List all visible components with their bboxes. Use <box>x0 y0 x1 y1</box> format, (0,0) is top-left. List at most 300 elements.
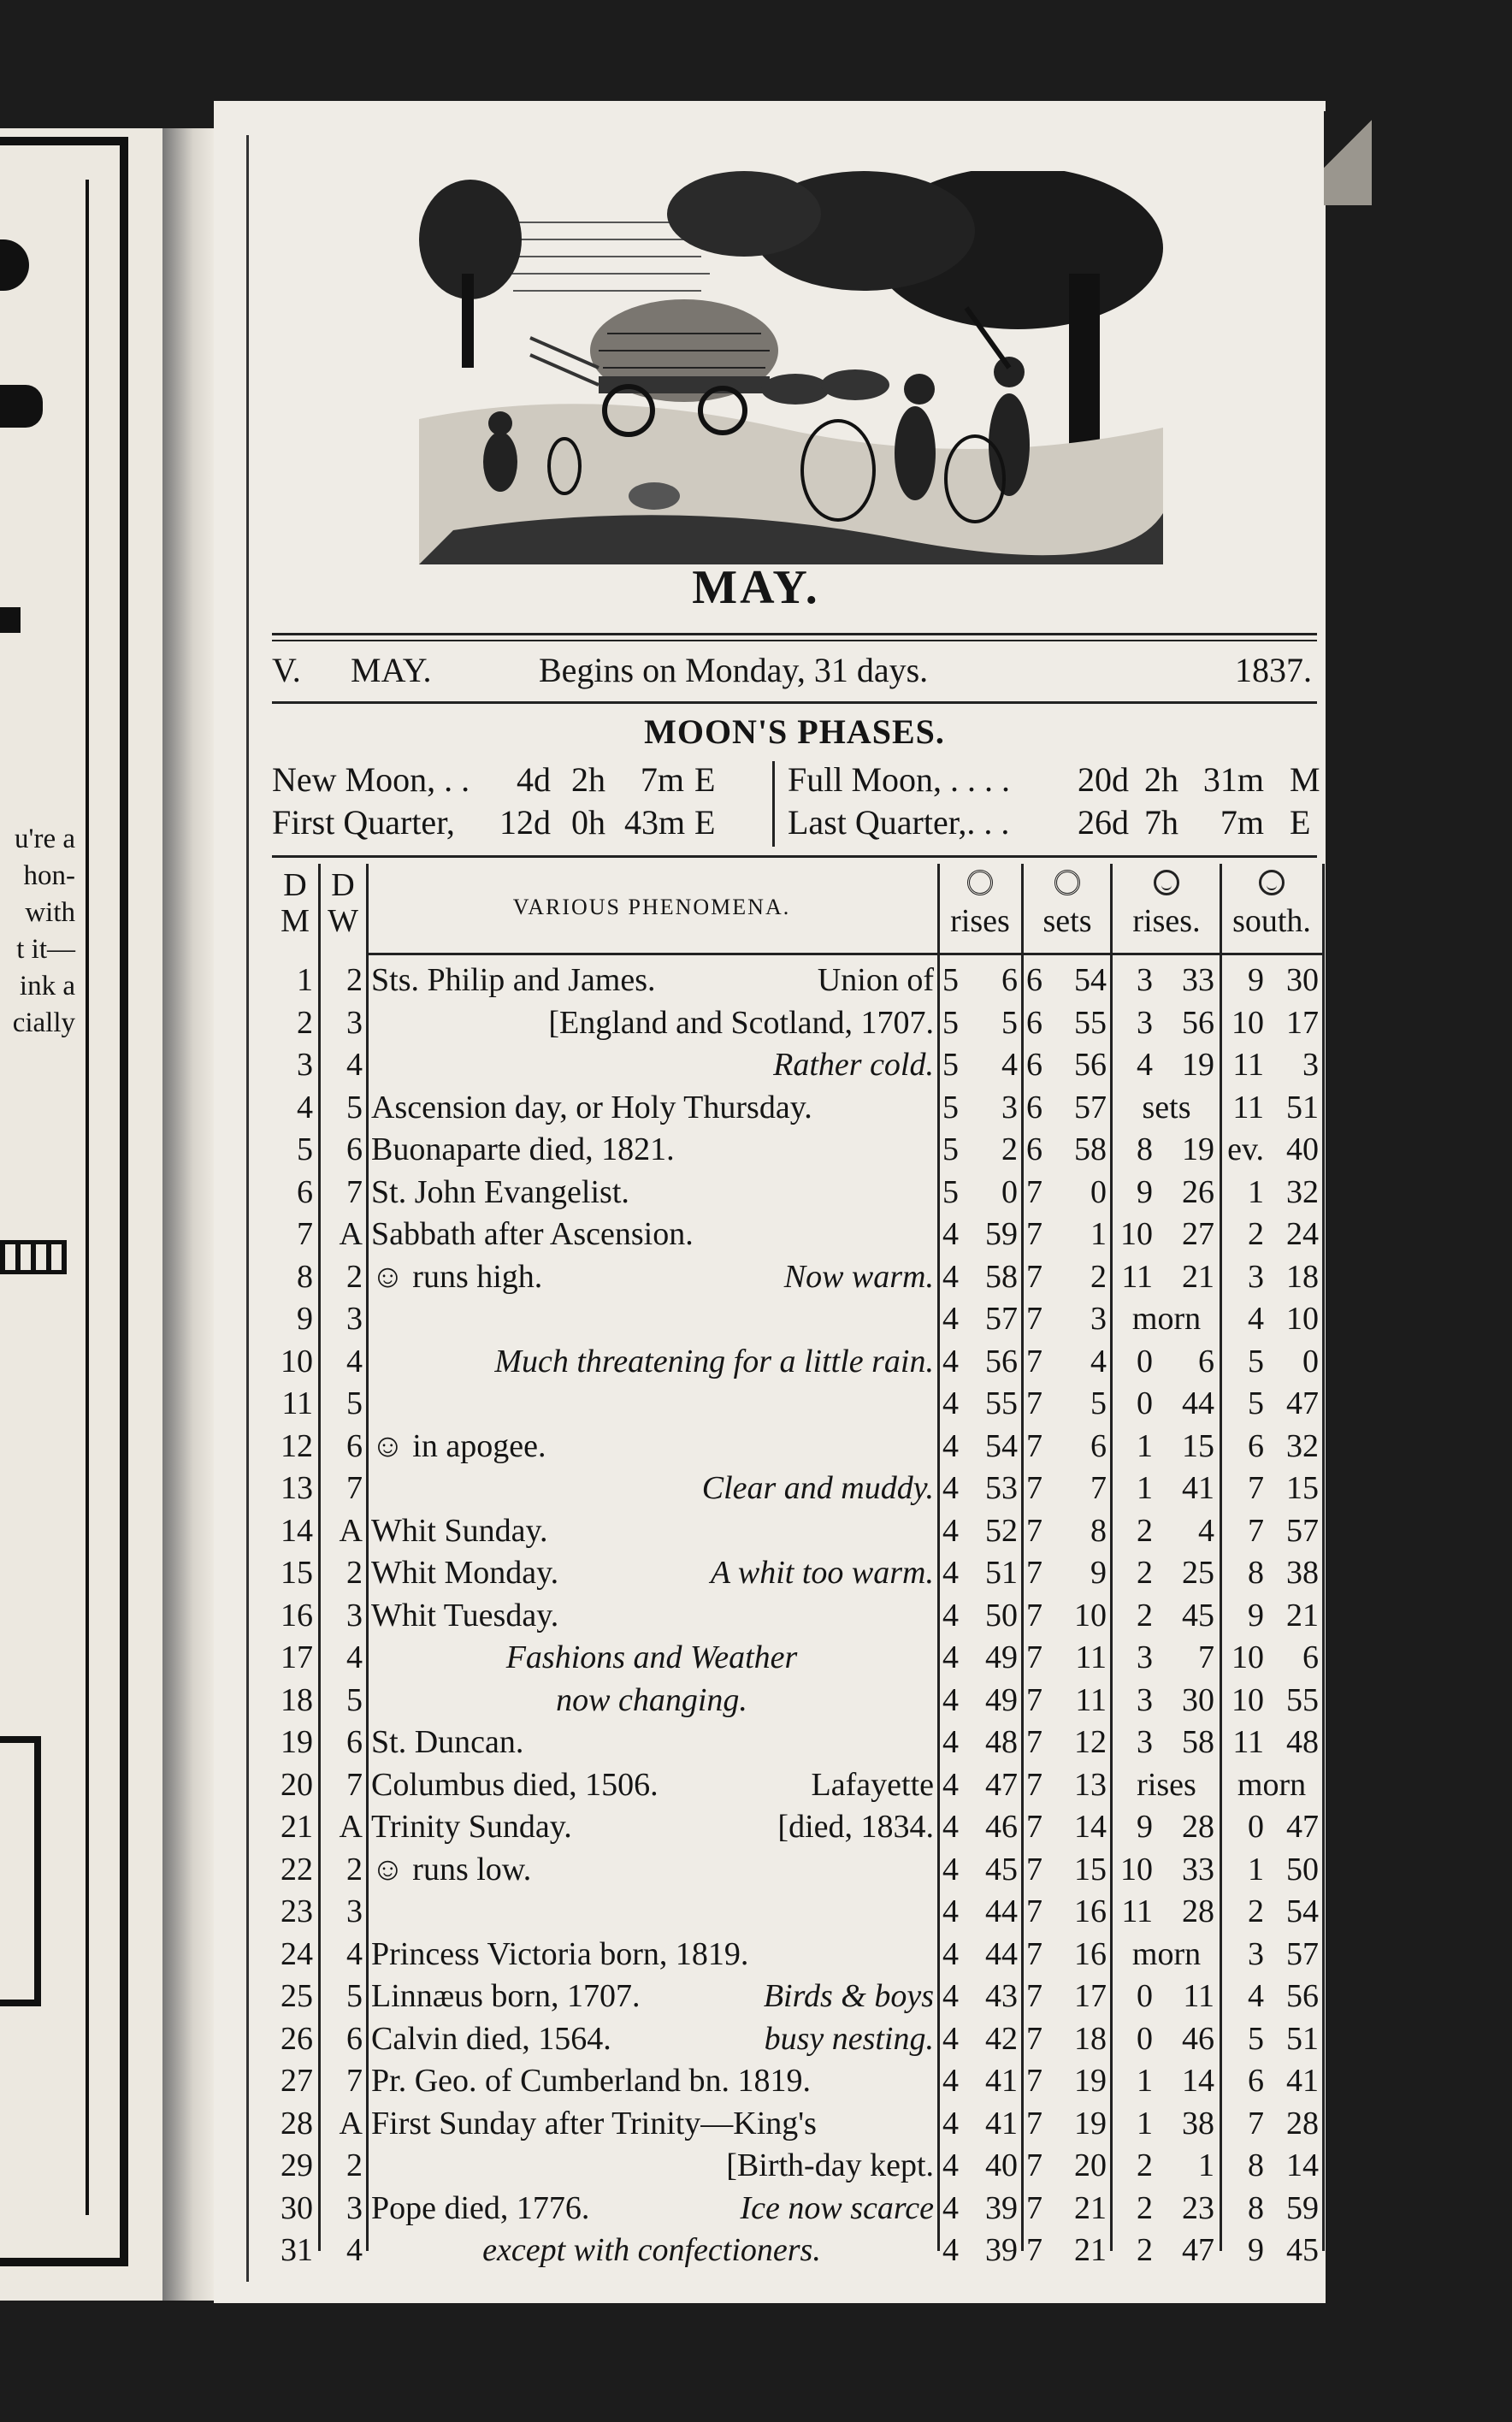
table-row <box>272 1722 1326 1764</box>
sun-rise-minute: 0 <box>1001 1173 1018 1210</box>
phase-hour: 2h <box>1144 760 1178 799</box>
sun-set-hour: 7 <box>1026 2189 1042 2226</box>
moon-south-minute: 32 <box>1286 1427 1319 1464</box>
day-of-month: 29 <box>281 2147 313 2183</box>
day-of-week: 4 <box>346 1639 363 1675</box>
day-of-week: 6 <box>346 1427 363 1464</box>
moon-south-hour: 5 <box>1248 1343 1264 1379</box>
sun-rise-hour: 4 <box>942 1724 959 1760</box>
moon-rise-minute: 27 <box>1182 1216 1214 1252</box>
moon-rise-minute: 46 <box>1182 2020 1214 2057</box>
phenomenon-text: Whit Tuesday. <box>371 1597 559 1633</box>
moon-south-minute: 59 <box>1286 2189 1319 2226</box>
moon-rise-minute: 26 <box>1182 1173 1214 1210</box>
sun-icon <box>1054 870 1080 895</box>
table-row <box>272 1891 1326 1934</box>
sun-rise-minute: 53 <box>985 1470 1018 1506</box>
day-of-week: 7 <box>346 1766 363 1803</box>
sun-set-minute: 58 <box>1074 1131 1107 1167</box>
moon-south-hour: 3 <box>1248 1935 1264 1972</box>
sun-rise-hour: 5 <box>942 1004 959 1041</box>
phenomenon-text: ☺ in apogee. <box>371 1427 546 1464</box>
sun-set-minute: 19 <box>1074 2063 1107 2099</box>
moon-rise-hour: 3 <box>1137 1004 1153 1041</box>
dm-header-top: D <box>283 867 307 903</box>
sun-rise-minute: 43 <box>985 1978 1018 2014</box>
day-of-week: A <box>339 2105 363 2141</box>
moon-south-minute: 57 <box>1286 1512 1319 1549</box>
phenomenon-text: ☺ runs high. <box>371 1258 543 1295</box>
sun-set-hour: 7 <box>1026 2063 1042 2099</box>
table-row <box>272 1256 1326 1299</box>
day-of-month: 23 <box>281 1893 313 1929</box>
moon-south-hour: 9 <box>1248 962 1264 998</box>
phenomenon-note: Much threatening for a little rain. <box>494 1343 934 1379</box>
table-top-rule <box>272 855 1317 858</box>
sun-rise-hour: 4 <box>942 1470 959 1506</box>
phenomenon-note: Rather cold. <box>773 1047 934 1083</box>
sun-rise-hour: 4 <box>942 2232 959 2268</box>
phenomenon-text: Columbus died, 1506. <box>371 1766 659 1803</box>
sun-set-minute: 21 <box>1074 2232 1107 2268</box>
header-rule-top <box>272 633 1317 635</box>
sun-sets-header <box>1025 867 1110 939</box>
moon-south-minute: 48 <box>1286 1724 1319 1760</box>
sun-rise-hour: 5 <box>942 1131 959 1167</box>
sun-rise-hour: 4 <box>942 1809 959 1845</box>
day-of-month: 9 <box>297 1301 313 1337</box>
sun-set-hour: 7 <box>1026 1343 1042 1379</box>
day-of-week: 5 <box>346 1681 363 1718</box>
table-row <box>272 2145 1326 2188</box>
phase-ampm: E <box>694 803 716 842</box>
phenomenon-text: Whit Sunday. <box>371 1512 548 1549</box>
dm-header-bottom: M <box>281 903 310 939</box>
moon-south-minute: 17 <box>1286 1004 1319 1041</box>
day-of-week: 7 <box>346 1470 363 1506</box>
moon-rise-minute: 28 <box>1182 1809 1214 1845</box>
moon-south-hour: 6 <box>1248 1427 1264 1464</box>
sun-set-hour: 6 <box>1026 1004 1042 1041</box>
table-row <box>272 2018 1326 2061</box>
moon-south-minute: 32 <box>1286 1173 1319 1210</box>
phenomenon-note: [Birth-day kept. <box>726 2147 934 2183</box>
phase-ampm: M <box>1290 760 1320 799</box>
sun-rise-hour: 5 <box>942 1173 959 1210</box>
moon-rise-minute: 38 <box>1182 2105 1214 2141</box>
phenomenon-text: Sabbath after Ascension. <box>371 1216 694 1252</box>
phenomenon-text: Pr. Geo. of Cumberland bn. 1819. <box>371 2063 812 2099</box>
table-row <box>272 1172 1326 1214</box>
day-of-week: 2 <box>346 2147 363 2183</box>
moon-rise-value: rises <box>1137 1766 1196 1803</box>
moon-south-hour: 10 <box>1231 1004 1264 1041</box>
sun-rise-hour: 4 <box>942 1216 959 1252</box>
sun-rise-hour: 4 <box>942 1766 959 1803</box>
day-of-month: 22 <box>281 1851 313 1887</box>
day-of-week: 6 <box>346 1724 363 1760</box>
sun-set-hour: 6 <box>1026 1131 1042 1167</box>
phase-name: First Quarter, <box>272 803 455 842</box>
moon-phase-divider <box>772 761 775 847</box>
sun-set-hour: 7 <box>1026 1301 1042 1337</box>
sun-rise-hour: 4 <box>942 1851 959 1887</box>
moon-rise-minute: 47 <box>1182 2232 1214 2268</box>
moon-south-hour: 0 <box>1248 1809 1264 1845</box>
sun-set-hour: 7 <box>1026 1258 1042 1295</box>
moon-south-minute: 6 <box>1302 1639 1319 1675</box>
moon-rise-hour: 2 <box>1137 2147 1153 2183</box>
moon-rise-minute: 23 <box>1182 2189 1214 2226</box>
phenomena-header: VARIOUS PHENOMENA. <box>512 895 791 919</box>
moon-south-minute: 41 <box>1286 2063 1319 2099</box>
left-fragment-line: ink a <box>19 971 75 1001</box>
moon-south-minute: 56 <box>1286 1978 1319 2014</box>
day-of-month: 10 <box>281 1343 313 1379</box>
dw-header-bottom: W <box>328 903 358 939</box>
page-title: MAY. <box>692 561 820 614</box>
day-of-week: 2 <box>346 1851 363 1887</box>
table-row <box>272 1764 1326 1807</box>
sun-set-minute: 2 <box>1090 1258 1107 1295</box>
phenomenon-note: Fashions and Weather <box>505 1639 798 1675</box>
sun-set-hour: 7 <box>1026 1385 1042 1421</box>
sun-rise-hour: 4 <box>942 1427 959 1464</box>
sun-set-minute: 3 <box>1090 1301 1107 1337</box>
moon-rise-hour: 3 <box>1137 1724 1153 1760</box>
moon-south-hour: 9 <box>1248 1597 1264 1633</box>
table-row <box>272 1595 1326 1638</box>
table-row <box>272 1214 1326 1256</box>
day-of-week: 5 <box>346 1089 363 1125</box>
sun-set-hour: 7 <box>1026 1639 1042 1675</box>
sun-rise-minute: 48 <box>985 1724 1018 1760</box>
moon-south-header <box>1221 867 1322 939</box>
moon-south-minute: 3 <box>1302 1047 1319 1083</box>
sun-set-minute: 55 <box>1074 1004 1107 1041</box>
sun-set-hour: 7 <box>1026 2020 1042 2057</box>
left-page-text-fragment <box>0 821 75 1042</box>
day-of-month: 7 <box>297 1216 313 1252</box>
sun-rise-hour: 4 <box>942 1385 959 1421</box>
sun-set-minute: 1 <box>1090 1216 1107 1252</box>
phase-day: 26d <box>1078 803 1129 842</box>
sun-rise-minute: 49 <box>985 1681 1018 1718</box>
sun-set-minute: 16 <box>1074 1935 1107 1972</box>
sun-rise-minute: 59 <box>985 1216 1018 1252</box>
day-of-month: 13 <box>281 1470 313 1506</box>
sun-rise-minute: 39 <box>985 2189 1018 2226</box>
sun-rises-header <box>939 867 1021 939</box>
sun-rise-hour: 4 <box>942 2020 959 2057</box>
sun-rise-hour: 4 <box>942 1681 959 1718</box>
moon-south-hour: 4 <box>1248 1978 1264 2014</box>
moon-rise-hour: 9 <box>1137 1809 1153 1845</box>
book-gutter <box>162 128 214 2301</box>
left-page-ornament <box>0 385 43 428</box>
table-row <box>272 1552 1326 1595</box>
moon-rise-hour: 1 <box>1137 1470 1153 1506</box>
sun-set-hour: 7 <box>1026 1935 1042 1972</box>
sun-rise-minute: 44 <box>985 1893 1018 1929</box>
moon-rise-hour: 4 <box>1137 1047 1153 1083</box>
sun-set-hour: 7 <box>1026 1851 1042 1887</box>
table-row <box>272 2188 1326 2230</box>
day-of-month: 14 <box>281 1512 313 1549</box>
sun-rise-minute: 51 <box>985 1555 1018 1591</box>
moon-rise-value: morn <box>1131 1935 1202 1972</box>
day-of-month: 6 <box>297 1173 313 1210</box>
left-page-box <box>0 1736 41 2006</box>
moon-rise-hour: 1 <box>1137 1427 1153 1464</box>
sun-set-hour: 6 <box>1026 1089 1042 1125</box>
sun-set-hour: 7 <box>1026 1766 1042 1803</box>
phenomenon-note: Now warm. <box>783 1258 934 1295</box>
sun-rise-minute: 47 <box>985 1766 1018 1803</box>
sun-rise-minute: 58 <box>985 1258 1018 1295</box>
sun-rise-minute: 46 <box>985 1809 1018 1845</box>
table-row <box>272 1637 1326 1680</box>
moon-south-minute: 28 <box>1286 2105 1319 2141</box>
sun-set-minute: 17 <box>1074 1978 1107 2014</box>
moon-south-minute: 30 <box>1286 962 1319 998</box>
table-row <box>272 1129 1326 1172</box>
left-fragment-line: with <box>25 897 75 928</box>
sun-rise-hour: 4 <box>942 2105 959 2141</box>
moon-rise-hour: 10 <box>1120 1851 1153 1887</box>
day-of-month: 11 <box>281 1385 313 1421</box>
moon-rise-minute: 7 <box>1198 1639 1214 1675</box>
sun-rise-minute: 6 <box>1001 962 1018 998</box>
moon-rise-minute: 44 <box>1182 1385 1214 1421</box>
left-fragment-line: t it— <box>16 934 75 965</box>
sun-set-hour: 7 <box>1026 1809 1042 1845</box>
moon-rise-hour: 3 <box>1137 1639 1153 1675</box>
sun-rise-hour: 4 <box>942 2147 959 2183</box>
moon-south-hour: 11 <box>1232 1047 1264 1083</box>
moon-rise-hour: 2 <box>1137 1597 1153 1633</box>
moon-rise-minute: 21 <box>1182 1258 1214 1295</box>
moon-rise-hour: 1 <box>1137 2105 1153 2141</box>
moon-south-hour: 10 <box>1231 1681 1264 1718</box>
sun-set-minute: 0 <box>1090 1173 1107 1210</box>
phenomenon-note: [England and Scotland, 1707. <box>548 1004 934 1041</box>
day-of-month: 8 <box>297 1258 313 1295</box>
moon-rise-minute: 28 <box>1182 1893 1214 1929</box>
moon-rise-hour: 1 <box>1137 2063 1153 2099</box>
day-of-week: 2 <box>346 1258 363 1295</box>
sun-rise-hour: 4 <box>942 2063 959 2099</box>
sun-set-minute: 9 <box>1090 1555 1107 1591</box>
table-row <box>272 1680 1326 1722</box>
moon-south-hour: 2 <box>1248 1893 1264 1929</box>
sun-set-hour: 7 <box>1026 1216 1042 1252</box>
day-of-week: 6 <box>346 2020 363 2057</box>
day-of-month: 17 <box>281 1639 313 1675</box>
sun-rise-minute: 4 <box>1001 1047 1018 1083</box>
day-of-month: 16 <box>281 1597 313 1633</box>
day-of-week: 4 <box>346 1047 363 1083</box>
day-of-month: 26 <box>281 2020 313 2057</box>
table-row <box>272 1934 1326 1976</box>
moon-rise-minute: 41 <box>1182 1470 1214 1506</box>
phenomenon-note: busy nesting. <box>764 2020 934 2057</box>
day-of-week: 7 <box>346 2063 363 2099</box>
sun-rises-label: rises <box>950 903 1010 939</box>
sun-icon <box>967 870 993 895</box>
moon-rise-hour: 0 <box>1137 1343 1153 1379</box>
phenomenon-text: ☺ runs low. <box>371 1851 532 1887</box>
phenomenon-note: Lafayette <box>811 1766 934 1803</box>
moon-rise-hour: 11 <box>1121 1893 1153 1929</box>
header-underline <box>366 953 1322 955</box>
sun-set-minute: 8 <box>1090 1512 1107 1549</box>
phase-hour: 2h <box>571 760 605 799</box>
left-page-greek-border <box>0 1240 67 1274</box>
day-of-month: 24 <box>281 1935 313 1972</box>
sun-set-minute: 18 <box>1074 2020 1107 2057</box>
moon-rise-minute: 6 <box>1198 1343 1214 1379</box>
moon-south-minute: 51 <box>1286 1089 1319 1125</box>
sun-rise-minute: 56 <box>985 1343 1018 1379</box>
moon-rise-hour: 2 <box>1137 2232 1153 2268</box>
table-row <box>272 1510 1326 1553</box>
table-row <box>272 1044 1326 1087</box>
moon-rise-hour: 3 <box>1137 962 1153 998</box>
sun-rise-minute: 42 <box>985 2020 1018 2057</box>
sun-set-minute: 54 <box>1074 962 1107 998</box>
phase-minute: 31m <box>1202 760 1264 799</box>
table-row <box>272 1426 1326 1468</box>
moon-rise-minute: 56 <box>1182 1004 1214 1041</box>
day-of-month: 25 <box>281 1978 313 2014</box>
sun-rise-minute: 44 <box>985 1935 1018 1972</box>
left-fragment-line: hon- <box>23 860 75 891</box>
day-of-week: A <box>339 1809 363 1845</box>
month-name: MAY. <box>351 651 432 689</box>
moon-phases-title: MOON'S PHASES. <box>644 712 945 751</box>
sun-rise-minute: 41 <box>985 2063 1018 2099</box>
day-of-month: 21 <box>281 1809 313 1845</box>
moon-south-minute: 14 <box>1286 2147 1319 2183</box>
sun-set-minute: 11 <box>1075 1639 1107 1675</box>
day-of-month: 18 <box>281 1681 313 1718</box>
header-rule-bottom <box>272 701 1317 704</box>
day-of-week: A <box>339 1512 363 1549</box>
moon-rise-value: morn <box>1131 1301 1202 1337</box>
moon-south-minute: 57 <box>1286 1935 1319 1972</box>
phenomenon-note: A whit too warm. <box>710 1555 934 1591</box>
day-of-month: 12 <box>281 1427 313 1464</box>
moon-south-minute: 15 <box>1286 1470 1319 1506</box>
sun-set-hour: 7 <box>1026 2232 1042 2268</box>
moon-rise-hour: 0 <box>1137 1385 1153 1421</box>
table-row <box>272 2230 1326 2272</box>
sun-rise-minute: 2 <box>1001 1131 1018 1167</box>
phenomenon-note: now changing. <box>556 1681 747 1718</box>
moon-south-hour: 11 <box>1232 1089 1264 1125</box>
phenomenon-note: [died, 1834. <box>777 1809 934 1845</box>
moon-rise-minute: 33 <box>1182 962 1214 998</box>
page-corner <box>1324 111 1372 205</box>
year: 1837. <box>1235 651 1312 689</box>
calendar-table <box>272 864 1326 2268</box>
table-row <box>272 1087 1326 1130</box>
moon-south-hour: 8 <box>1248 2189 1264 2226</box>
day-of-week: 4 <box>346 1935 363 1972</box>
moon-rise-hour: 2 <box>1137 1555 1153 1591</box>
day-of-month: 31 <box>281 2232 313 2268</box>
sun-set-minute: 16 <box>1074 1893 1107 1929</box>
moon-south-minute: 38 <box>1286 1555 1319 1591</box>
moon-rise-minute: 15 <box>1182 1427 1214 1464</box>
moon-south-label: south. <box>1232 903 1311 939</box>
phase-day: 4d <box>517 760 551 799</box>
sun-rise-minute: 39 <box>985 2232 1018 2268</box>
sun-set-hour: 7 <box>1026 1893 1042 1929</box>
table-row <box>272 1298 1326 1341</box>
phenomenon-text: Linnæus born, 1707. <box>371 1978 641 2014</box>
phase-day: 20d <box>1078 760 1129 799</box>
sun-rise-hour: 4 <box>942 1343 959 1379</box>
moon-south-hour: 9 <box>1248 2232 1264 2268</box>
sun-set-hour: 7 <box>1026 1681 1042 1718</box>
phase-minute: 43m <box>624 803 686 842</box>
moon-south-minute: 51 <box>1286 2020 1319 2057</box>
sun-set-hour: 7 <box>1026 2147 1042 2183</box>
moon-rise-value: sets <box>1142 1089 1191 1125</box>
moon-rise-minute: 19 <box>1182 1131 1214 1167</box>
day-of-month: 15 <box>281 1555 313 1591</box>
sun-rise-minute: 40 <box>985 2147 1018 2183</box>
day-of-week: A <box>339 1216 363 1252</box>
phenomenon-text: Ascension day, or Holy Thursday. <box>371 1089 812 1125</box>
moon-south-minute: 18 <box>1286 1258 1319 1295</box>
moon-rise-hour: 2 <box>1137 2189 1153 2226</box>
sun-set-hour: 7 <box>1026 2105 1042 2141</box>
phase-ampm: E <box>1290 803 1311 842</box>
sun-set-minute: 11 <box>1075 1681 1107 1718</box>
moon-south-hour: 7 <box>1248 1470 1264 1506</box>
moon-rise-minute: 25 <box>1182 1555 1214 1591</box>
phenomenon-note: Birds & boys <box>763 1978 934 2014</box>
day-of-month: 28 <box>281 2105 313 2141</box>
moon-rise-minute: 14 <box>1182 2063 1214 2099</box>
phase-minute: 7m <box>640 760 684 799</box>
moon-south-minute: 54 <box>1286 1893 1319 1929</box>
moon-south-hour: 1 <box>1248 1851 1264 1887</box>
moon-south-minute: 45 <box>1286 2232 1319 2268</box>
sun-rise-hour: 4 <box>942 1301 959 1337</box>
moon-south-hour: 8 <box>1248 2147 1264 2183</box>
sun-rise-minute: 49 <box>985 1639 1018 1675</box>
moon-south-hour: 6 <box>1248 2063 1264 2099</box>
day-of-month: 20 <box>281 1766 313 1803</box>
day-of-week: 2 <box>346 1555 363 1591</box>
sun-set-hour: 7 <box>1026 1978 1042 2014</box>
day-of-month: 3 <box>297 1047 313 1083</box>
sun-set-hour: 6 <box>1026 1047 1042 1083</box>
sun-set-minute: 15 <box>1074 1851 1107 1887</box>
moon-south-hour: 10 <box>1231 1639 1264 1675</box>
dw-header-top: D <box>331 867 355 903</box>
phenomenon-note: Union of <box>817 962 934 998</box>
moon-rise-hour: 2 <box>1137 1512 1153 1549</box>
phenomenon-text: Sts. Philip and James. <box>371 962 656 998</box>
sun-set-minute: 19 <box>1074 2105 1107 2141</box>
moon-south-minute: 47 <box>1286 1809 1319 1845</box>
sun-rise-hour: 4 <box>942 1893 959 1929</box>
